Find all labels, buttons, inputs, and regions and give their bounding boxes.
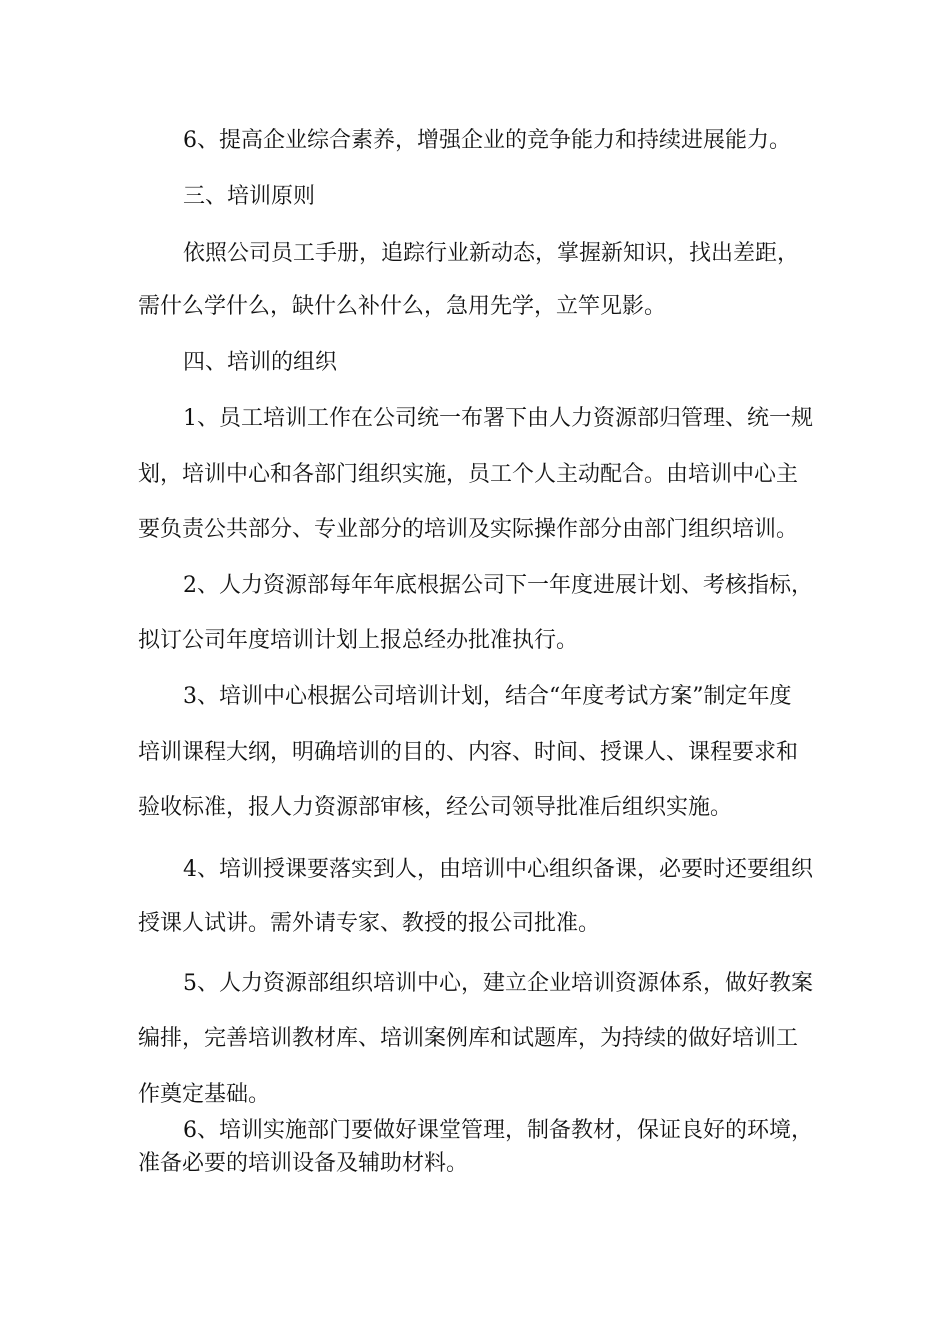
paragraph-line: 4、培训授课要落实到人，由培训中心组织备课，必要时还要组织 — [183, 857, 813, 882]
paragraph-line: 划，培训中心和各部门组织实施，员工个人主动配合。由培训中心主 — [138, 462, 799, 487]
paragraph-line-6-quality: 6、提高企业综合素养，增强企业的竞争能力和持续进展能力。 — [183, 128, 791, 153]
paragraph-line: 3、培训中心根据公司培训计划，结合“年度考试方案”制定年度 — [183, 684, 792, 709]
paragraph-line: 依照公司员工手册，追踪行业新动态，掌握新知识，找出差距， — [183, 241, 800, 266]
paragraph-line: 作奠定基础。 — [138, 1082, 271, 1107]
paragraph-line: 拟订公司年度培训计划上报总经办批准执行。 — [138, 628, 579, 653]
paragraph-line: 培训课程大纲，明确培训的目的、内容、时间、授课人、课程要求和 — [138, 740, 799, 765]
paragraph-line: 授课人试讲。需外请专家、教授的报公司批准。 — [138, 911, 601, 936]
paragraph-line: 验收标准，报人力资源部审核，经公司领导批准后组织实施。 — [138, 795, 733, 820]
paragraph-line: 要负责公共部分、专业部分的培训及实际操作部分由部门组织培训。 — [138, 517, 799, 542]
paragraph-line: 需什么学什么，缺什么补什么，急用先学，立竿见影。 — [138, 294, 667, 319]
paragraph-line: 1、员工培训工作在公司统一布署下由人力资源部归管理、统一规 — [183, 406, 813, 431]
section-heading-principles: 三、培训原则 — [183, 184, 316, 209]
paragraph-line: 准备必要的培训设备及辅助材料。 — [138, 1151, 469, 1176]
paragraph-line: 2、人力资源部每年年底根据公司下一年度进展计划、考核指标， — [183, 573, 813, 598]
paragraph-line: 5、人力资源部组织培训中心，建立企业培训资源体系，做好教案 — [183, 971, 813, 996]
paragraph-line: 6、培训实施部门要做好课堂管理，制备教材，保证良好的环境， — [183, 1118, 813, 1143]
section-heading-organization: 四、培训的组织 — [183, 350, 338, 375]
paragraph-line: 编排，完善培训教材库、培训案例库和试题库，为持续的做好培训工 — [138, 1026, 799, 1051]
